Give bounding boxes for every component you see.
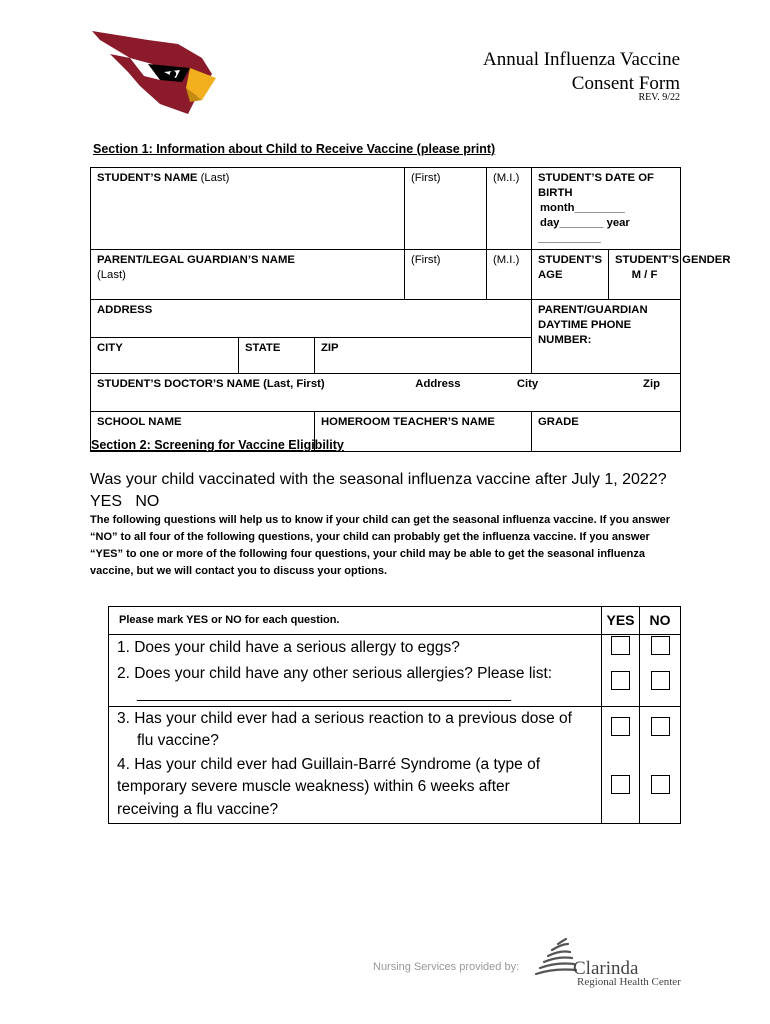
doctor-name-field[interactable]: STUDENT’S DOCTOR’S NAME (Last, First) — [91, 374, 315, 412]
doctor-zip-field[interactable]: Zip — [569, 374, 681, 412]
student-first-field[interactable]: (First) — [405, 168, 487, 250]
nursing-services-label: Nursing Services provided by: — [373, 961, 520, 973]
q1-yes-checkbox[interactable] — [611, 636, 630, 655]
address-field[interactable]: ADDRESS — [91, 300, 532, 338]
grade-field[interactable]: GRADE — [532, 412, 681, 452]
student-gender-field[interactable]: STUDENT’S GENDER M / F — [609, 250, 681, 300]
dob-field[interactable]: STUDENT’S DATE OF BIRTH month________ day_______ year __________ — [532, 168, 681, 250]
q3-yes-cell — [602, 706, 640, 754]
clarinda-logo-name: Clarinda — [573, 958, 639, 979]
q1-no-cell — [640, 634, 681, 663]
q4-yes-checkbox[interactable] — [611, 775, 630, 794]
doctor-address-field[interactable]: Address — [315, 374, 487, 412]
question-2: 2. Does your child have any other serious allergies? Please list: ______________________________________________ — [109, 663, 602, 706]
state-field[interactable]: STATE — [239, 338, 315, 374]
student-mi-field[interactable]: (M.I.) — [487, 168, 532, 250]
guardian-phone-field[interactable]: PARENT/GUARDIAN DAYTIME PHONE NUMBER: — [532, 300, 681, 374]
guardian-first-field[interactable]: (First) — [405, 250, 487, 300]
q1-no-checkbox[interactable] — [651, 636, 670, 655]
clarinda-logo-subtitle: Regional Health Center — [577, 976, 681, 988]
vaccinated-yes-no[interactable]: YES NO — [90, 493, 160, 510]
yes-header: YES — [602, 607, 640, 635]
form-subtitle: Consent Form — [571, 73, 680, 94]
guardian-name-field[interactable]: PARENT/LEGAL GUARDIAN’S NAME (Last) — [91, 250, 405, 300]
school-name-field[interactable]: SCHOOL NAME — [91, 412, 315, 452]
allergy-list-line[interactable]: ______________________________________________ — [137, 684, 511, 702]
q4-yes-cell — [602, 754, 640, 824]
question-4: 4. Has your child ever had Guillain-Barré Syndrome (a type of temporary severe muscle weakness) within 6 weeks after receiving a flu vaccine? — [109, 754, 602, 824]
q3-yes-checkbox[interactable] — [611, 717, 630, 736]
screening-table — [108, 606, 681, 824]
q3-no-cell — [640, 706, 681, 754]
instructions-paragraph: The following questions will help us to know if your child can get the seasonal influenza vaccine. If you answer “NO” to all four of the following questions, your child can probably get the influenza vaccine. If you answer “YES” to one or more of the following four questions, your child may be able to get the seasonal influenza vaccine, but we will contact you to discuss your options. — [90, 514, 671, 577]
q2-no-cell — [640, 663, 681, 706]
doctor-city-field[interactable]: City — [487, 374, 569, 412]
revision-label: REV. 9/22 — [638, 92, 680, 103]
section2-title: Section 2: Screening for Vaccine Eligibility — [91, 438, 344, 452]
q2-yes-checkbox[interactable] — [611, 671, 630, 690]
q2-no-checkbox[interactable] — [651, 671, 670, 690]
student-name-field[interactable]: STUDENT’S NAME (Last) — [91, 168, 405, 250]
cardinal-logo — [90, 28, 220, 120]
guardian-mi-field[interactable]: (M.I.) — [487, 250, 532, 300]
question-3: 3. Has your child ever had a serious reaction to a previous dose of flu vaccine? — [109, 706, 602, 754]
city-field[interactable]: CITY — [91, 338, 239, 374]
zip-field[interactable]: ZIP — [315, 338, 532, 374]
vaccinated-question: Was your child vaccinated with the seasonal influenza vaccine after July 1, 2022? YES NO — [90, 469, 667, 513]
form-title: Annual Influenza Vaccine — [483, 49, 680, 70]
student-info-table — [90, 167, 731, 452]
table-instruction: Please mark YES or NO for each question. — [109, 607, 602, 635]
student-age-field[interactable]: STUDENT’S AGE — [532, 250, 609, 300]
q4-no-cell — [640, 754, 681, 824]
question-1: 1. Does your child have a serious allergy to eggs? — [109, 634, 602, 663]
no-header: NO — [640, 607, 681, 635]
q4-no-checkbox[interactable] — [651, 775, 670, 794]
q2-yes-cell — [602, 663, 640, 706]
q1-yes-cell — [602, 634, 640, 663]
section1-title: Section 1: Information about Child to Receive Vaccine (please print) — [93, 142, 496, 156]
homeroom-teacher-field[interactable]: HOMEROOM TEACHER’S NAME — [315, 412, 532, 452]
q3-no-checkbox[interactable] — [651, 717, 670, 736]
